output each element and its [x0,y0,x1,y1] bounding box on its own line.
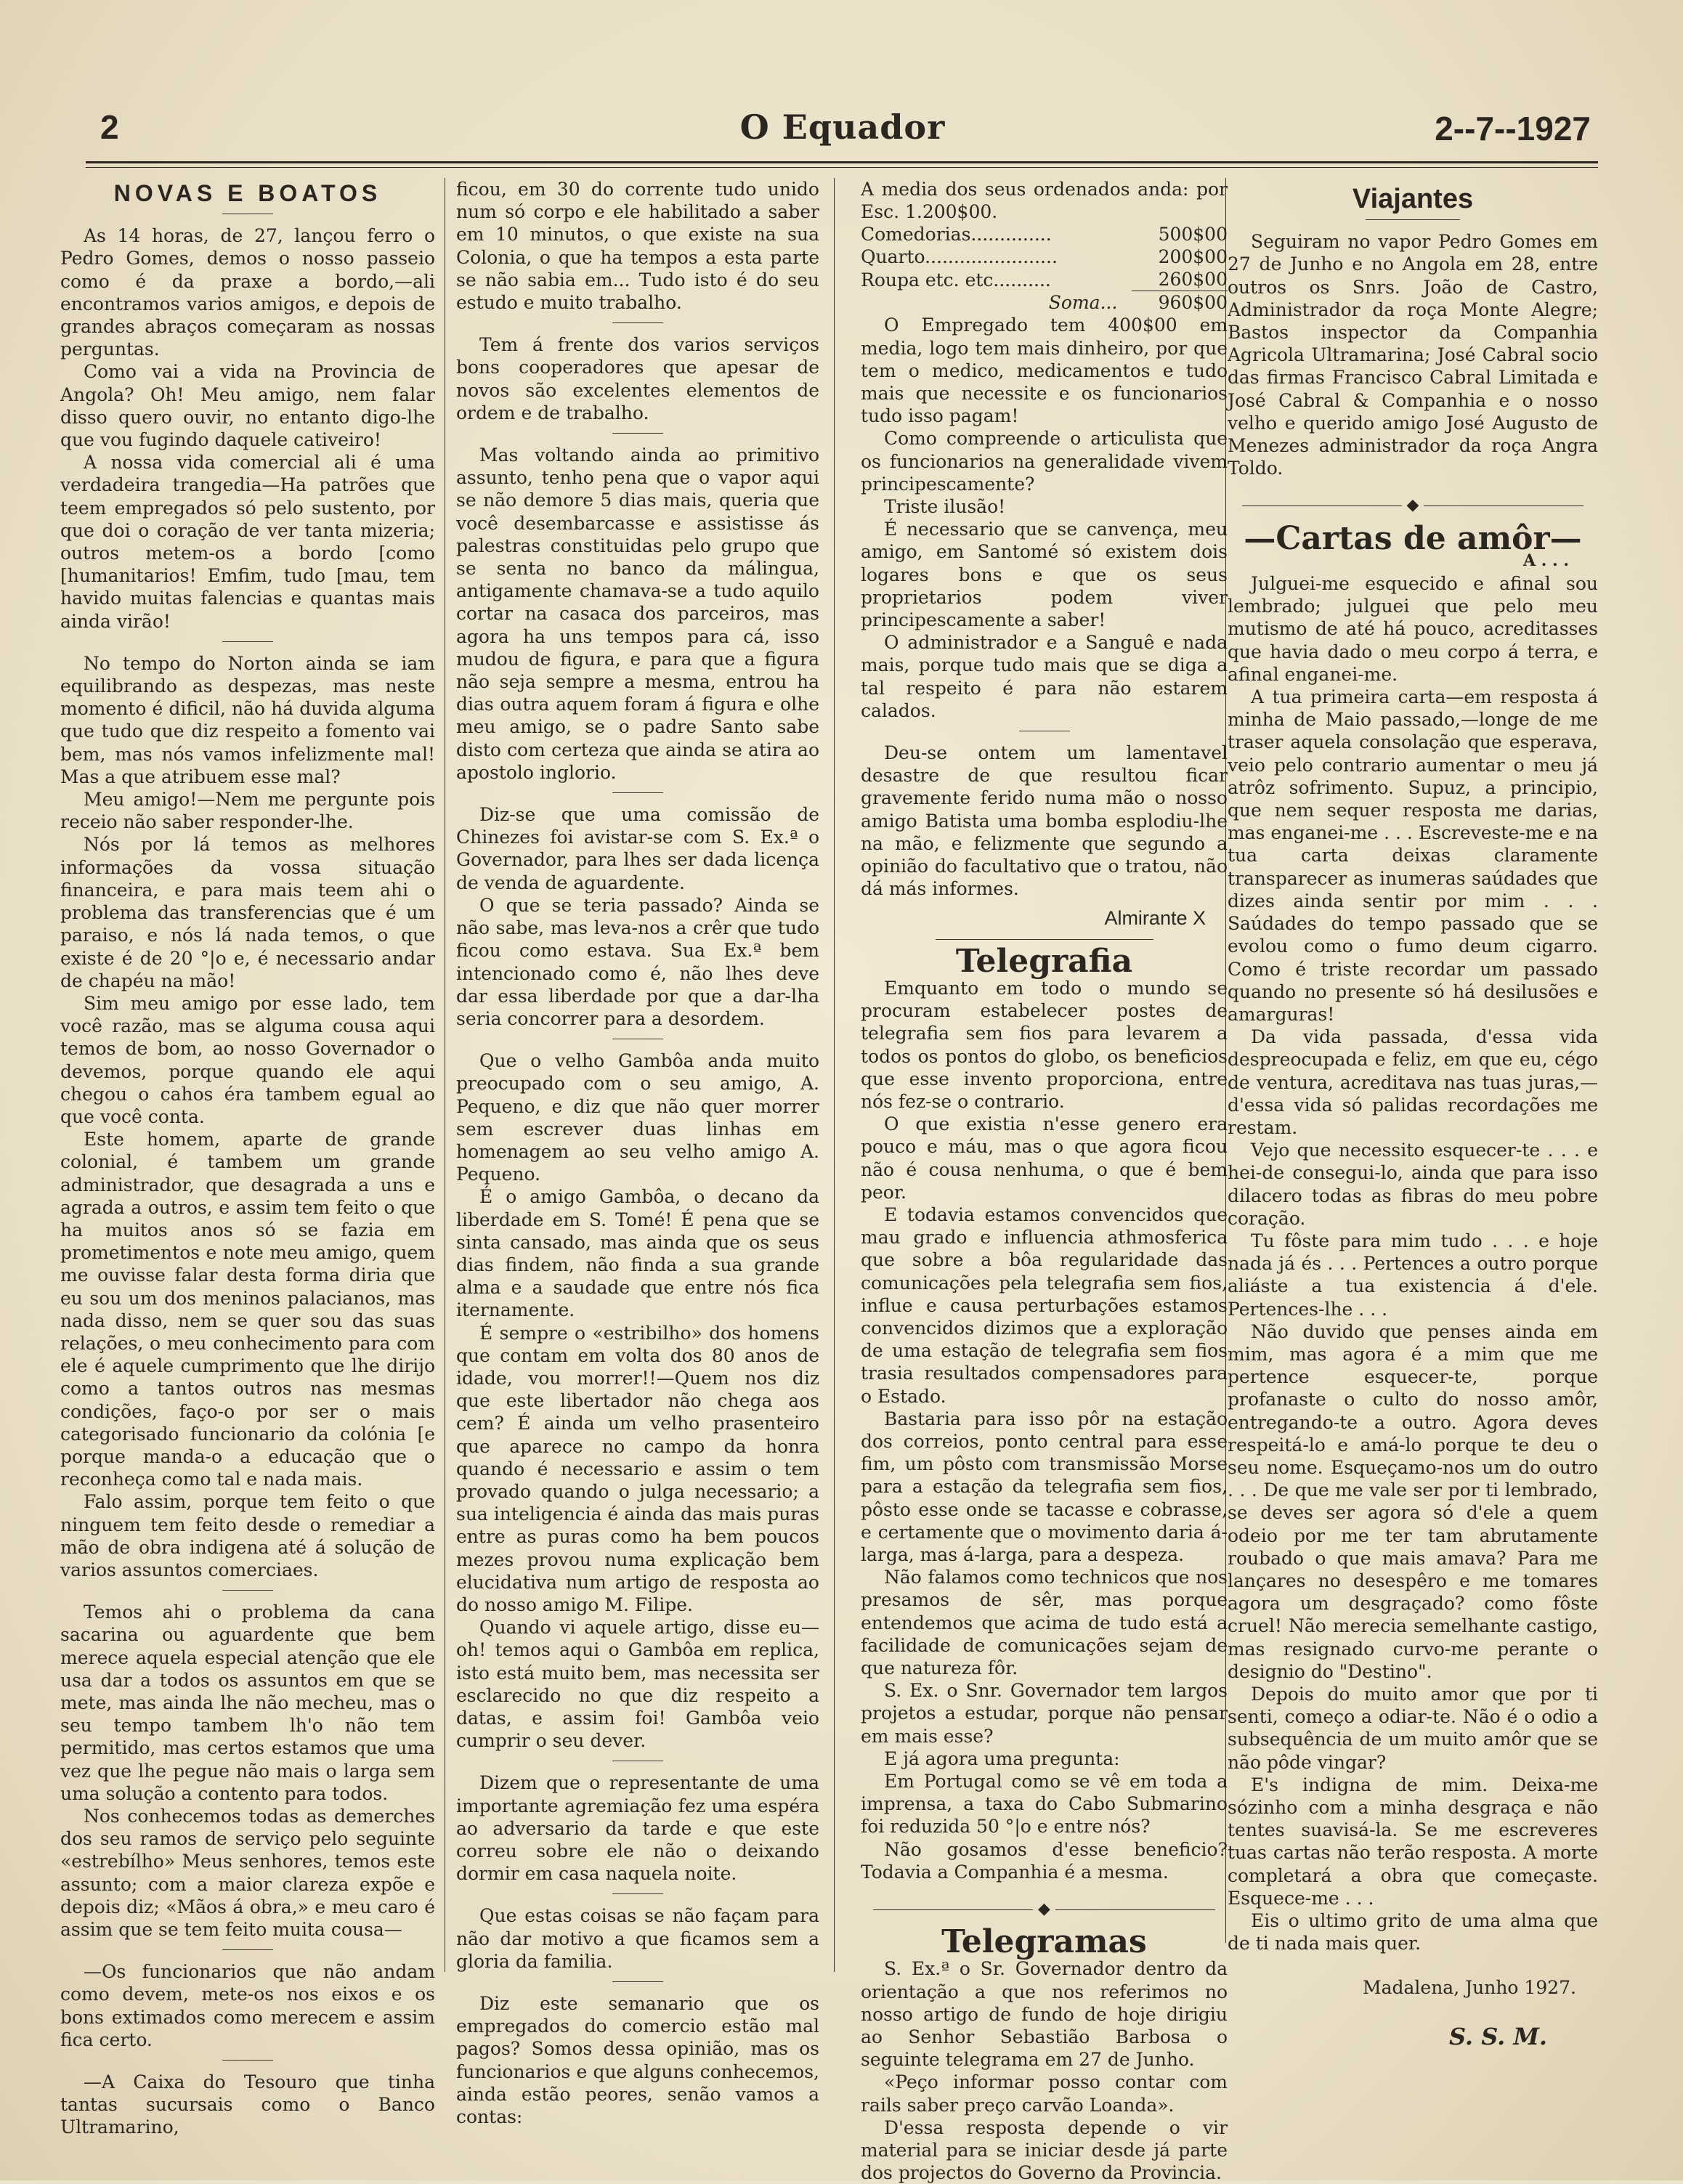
paragraph: Meu amigo!—Nem me pergunte pois receio não saber responder-lhe. [60,789,435,833]
paragraph: Eis o ultimo grito de uma alma que de ti nada mais quer. [1228,1910,1598,1954]
paragraph: Depois do muito amor que por ti senti, começo a odiar-te. Não é o odio a subsequência de um muito amôr que se não pôde vingar? [1228,1684,1598,1773]
paragraph: Como vai a vida na Provincia de Angola? Oh! Meu amigo, nem falar disso quero ouvir, no entanto digo-lhe que vou fugindo daquele cativeiro! [60,361,435,451]
expense-row [861,268,1228,291]
paragraph: Emquanto em todo o mundo se procuram estabelecer postes de telegrafia sem fios para levarem a todos os pontos do globo, os beneficios que esse invento proporciona, entre nós fez-se o contrario. [861,977,1228,1112]
page-number: 2 [100,108,119,146]
letter-signature: S. S. M. [1448,2022,1547,2050]
column-two [456,178,819,2128]
cartas-addressee: A . . . [1522,551,1569,570]
expense-amount: 200$00 [1158,246,1228,268]
paragraph: Que estas coisas se não façam para não dar motivo a que ficamos sem a gloria da familia. [456,1905,819,1972]
ornament-divider: ◆ [1228,494,1598,516]
expense-table [861,223,1228,314]
expense-amount: 500$00 [1158,224,1228,245]
total-amount: 960$00 [1132,291,1228,314]
paragraph: Mas voltando ainda ao primitivo assunto, tenho pena que o vapor aqui se não demore 5 dias mais, queria que você desembarcasse e assistisse ás palestras constituidas pelo grupo que se senta no banco da málingua, antigamente chamava-se a tudo aquilo cortar na casaca dos parceiros, mas agora ha uns tempos para cá, isso mudou de figura, e para que a figura não seja sempre a mesma, entrou ha dias outra aquem foram á figura e olhe meu amigo, se o padre Santo sabe disto com certeza que ainda se atira ao apostolo inglorio. [456,444,819,783]
paragraph: Tu fôste para mim tudo . . . e hoje nada já és . . . Pertences a outro porque aliáste a tua existencia á d'ele. Pertences-lhe . . . [1228,1230,1598,1320]
separator [222,1590,273,1591]
issue-date: 2--7--1927 [1435,110,1591,147]
masthead [87,107,1598,166]
paragraph: Tem á frente dos varios serviços bons cooperadores que apesar de novos são excelentes elementos de ordem e de trabalho. [456,334,819,423]
separator [1366,219,1460,220]
paragraph: Nos conhecemos todas as demerches dos seu ramos de serviço pelo seguinte «estrebílho» Meus senhores, temos este assunto; com a maior clareza expõe e depois diz; «Mãos á obra,» e meu caro é assim que se tem feito muita cousa— [60,1806,435,1941]
paragraph: —Os funcionarios que não andam como devem, mete-os nos eixos e os bons extimados como merecem e assim fica certo. [60,1961,435,2050]
separator [222,2060,273,2061]
paragraph: «Peço informar posso contar com rails saber preço carvão Loanda». [861,2071,1228,2116]
paragraph: Em Portugal como se vê em toda a imprensa, a taxa do Cabo Submarino foi reduzida 50 °|o e entre nós? [861,1771,1228,1838]
paragraph: S. Ex. o Snr. Governador tem largos projetos a estudar, porque não pensar em mais esse? [861,1680,1228,1747]
total-row [861,291,1228,314]
paragraph: Triste ilusão! [884,496,1006,518]
expense-label: Comedorias.............. [861,224,1052,245]
total-label: Soma... [1048,292,1118,314]
paragraph: ficou, em 30 do corrente tudo unido num só corpo e ele habilitado a saber em 10 minutos, o que existe na sua Colonia, o que ha tempos a esta parte se não sabia em... Tudo isto é do seu estudo e muito trabalho. [456,179,819,314]
paper-name: O Equador [739,107,946,147]
paragraph: Temos ahi o problema da cana sacarina ou aguardente que bem merece aquela especial atenção que ele usa dar a todos os assuntos em que se mete, mas ainda lhe não mecheu, mas o seu tempo tambem lh'o não tem permitido, mas certos estamos que uma vez que lhe pegue não mais o larga sem uma solução a contento para todos. [60,1602,435,1804]
paragraph: S. Ex.ª o Sr. Governador dentro da orientação a que nos referimos no nosso artigo de fundo de hoje dirigiu ao Senhor Sebastião Barbosa o seguinte telegrama em 27 de Junho. [861,1958,1228,2071]
expense-amount: 260$00 [1158,269,1228,291]
separator [612,1893,663,1894]
telegramas-title: Telegramas [941,1923,1147,1961]
column-divider [834,178,835,1972]
paragraph: —A Caixa do Tesouro que tinha tantas sucursais como o Banco Ultramarino, [60,2071,435,2138]
article-signature: Almirante X [1104,907,1206,930]
paragraph: D'essa resposta depende o vir material para se iniciar desde já parte dos projectos do Governo da Provincia. [861,2116,1228,2184]
paragraph: Vejo que necessito esquecer-te . . . e hei-de consegui-lo, ainda que para isso dilacero todas as fibras do meu pobre coração. [1228,1140,1598,1229]
expense-row [861,223,1228,245]
paragraph: O que existia n'esse genero era pouco e máu, mas o que agora ficou não é cousa nenhuma, o que é bem peor. [861,1113,1228,1203]
paragraph: A nossa vida comercial ali é uma verdadeira trangedia—Ha patrões que teem empregados só pelo sustento, por que doi o coração de ver tanta mizeria; outros metem-os a bordo [como [humanitarios! Emfim, tudo [mau, tem havido muitas falencias e quantas mais ainda virão! [60,452,435,632]
separator [612,433,663,434]
paragraph: A tua primeira carta—em resposta á minha de Maio passado,—longe de me traser aquela consolação que esperava, veio pelo contrario aumentar o meu já atrôz sofrimento. Supuz, a principio, que nem sequer resposta me darias, mas enganei-me . . . Escreveste-me e na tua carta deixas claramente transparecer as inumeras saúdades que dizes ainda sentir por mim . . . Saúdades do tempo passado que se evolou como o fumo deum cigarro. Como é triste recordar um passado quando no presente só há desilusões e amarguras! [1228,686,1598,1025]
paragraph: O que se teria passado? Ainda se não sabe, mas leva-nos a crêr que tudo ficou como estava. Sua Ex.ª bem intencionado como é, não lhes deve dar essa liberdade por que a dar-lha seria concorrer para a desordem. [456,894,819,1029]
paragraph: E's indigna de mim. Deixa-me sózinho com a minha desgraça e não tentes suavisá-la. Se me escreveres tuas cartas não terão resposta. A morte completará a obra que começaste. Esquece-me . . . [1228,1774,1598,1909]
separator [222,641,273,642]
paragraph: Como compreende o articulista que os funcionarios na generalidade vivem principescamente? [861,428,1228,495]
paragraph: Bastaria para isso pôr na estação dos correios, ponto central para esse fim, um pôsto com transmissão Morse para a estação da telegrafia sem fios, pôsto esse onde se tacasse e cobrasse, e certamente que o movimento daria á-larga, mas á-larga, para a despeza. [861,1408,1228,1565]
paragraph: Não falamos como technicos que nos presamos de sêr, mas porque entendemos que acima de tudo está a facilidade de comunicações sejam de que natureza fôr. [861,1567,1228,1678]
paragraph: Da vida passada, d'essa vida despreocupada e feliz, em que eu, cégo de ventura, acreditava nas tuas juras,—d'essa vida só palidas recordações me restam. [1228,1026,1598,1138]
expense-row [861,245,1228,268]
paragraph: Diz-se que uma comissão de Chinezes foi avistar-se com S. Ex.ª o Governador, para lhes ser dada licença de venda de aguardente. [456,804,819,893]
paragraph: Deu-se ontem um lamentavel desastre de que resultou ficar gravemente ferido numa mão o nosso amigo Batista uma bomba esplodiu-lhe na mão, e felizmente que segundo a opinião do facultativo que o tratou, não dá más informes. [861,742,1228,900]
expense-label: Roupa etc. etc.......... [861,269,1051,291]
paragraph: Nós por lá temos as melhores informações da vossa situação financeira, e para mais teem ahi o problema das transferencias que é um paraiso, e nós lá nada temos, o que existe é de 20 °|o e, é necessario andar de chapéu na mão! [60,834,435,991]
separator [936,939,1153,940]
paragraph: A media dos seus ordenados anda: por Esc. 1.200$00. [861,179,1228,223]
paragraph: Quando vi aquele artigo, disse eu—oh! temos aqui o Gambôa em replica, isto está muito bem, mas necessita ser esclarecido no que diz respeito a datas, e assim foi! Gambôa veio cumprir o seu dever. [456,1617,819,1752]
paragraph: O Empregado tem 400$00 em media, logo tem mais dinheiro, por que tem o medico, medicamentos e tudo mais que necessite e os funcionarios tudo isso pagam! [861,314,1228,427]
paragraph: Dizem que o representante de uma importante agremiação fez uma espéra ao adversario da tarde e que este correu sobre ele não o deixando dormir em casa naquela noite. [456,1772,819,1885]
section-title: NOVAS E BOATOS [113,180,382,206]
column-novas-e-boatos [60,178,435,2139]
paragraph: Falo assim, porque tem feito o que ninguem tem feito desde o remediar a mão de obra indigena até á solução de varios assuntos comerciaes. [60,1491,435,1580]
masthead-rule-thin [86,167,1598,168]
column-four [1228,178,1598,2048]
paragraph: Diz este semanario que os empregados do comercio estão mal pagos? Somos dessa opinião, mas os funcionarios e que alguns conhecemos, ainda estão peores, senão vamos a contas: [456,1993,819,2128]
paragraph: É necessario que se canvença, meu amigo, em Santomé só existem dois logares bons e que os seus proprietarios podem viver principescamente a saber! [861,519,1228,631]
viajantes-title: Viajantes [1352,184,1474,214]
separator [612,322,663,323]
paragraph: O administrador e a Sanguê e nada mais, porque tudo mais que se diga a tal respeito é para não estarem calados. [861,632,1228,721]
paragraph: É sempre o «estribilho» dos homens que contam em volta dos 80 anos de idade, vou morrer!!—Quem nos diz que este libertador não chega aos cem? É ainda um velho prasenteiro que aparece no campo da honra quando é necessario e assim o tem provado quando o julga necessario; a sua inteligencia é ainda das mais puras entre as puras como ha bem poucos mezes provou numa explicação bem elucidativa num artigo de resposta ao do nosso amigo M. Filipe. [456,1322,819,1615]
paragraph: É o amigo Gambôa, o decano da liberdade em S. Tomé! É pena que se sinta cansado, mas ainda que os seus dias findem, não finda a sua grande alma e a saudade que entre nós fica iternamente. [456,1186,819,1321]
paragraph: Não duvido que penses ainda em mim, mas agora é a mim que me pertence esquecer-te, porque profanaste o culto do nosso amôr, entregando-te a outro. Agora deves respeitá-lo e amá-lo porque te deu o seu nome. Esqueçamo-nos um do outro . . . De que me vale ser por ti lembrado, se deves ser agora só d'ele a quem odeio por me ter tam abrutamente roubado o que mais amava? Para me lançares no desespêro e me tomares agora um desgraçado? como fôste cruel! Não merecia semelhante castigo, mas resignado curvo-me perante o designio do "Destino". [1228,1320,1598,1682]
paragraph: No tempo do Norton ainda se iam equilibrando as despezas, mas neste momento é dificil, não há duvida alguma que tudo que diz respeito a fomento vai bem, mas nós vamos infelizmente mal! Mas a que atribuem esse mal? [60,652,435,787]
paragraph: Que o velho Gambôa anda muito preocupado com o seu amigo, A. Pequeno, e diz que não quer morrer sem escrever duas linhas em homenagem ao seu velho amigo A. Pequeno. [456,1050,819,1185]
separator [222,1949,273,1950]
ornament-divider: ◆ [861,1898,1228,1920]
paragraph: E já agora uma pregunta: [884,1747,1120,1769]
cartas-title: —Cartas de amôr— [1244,519,1582,557]
separator [612,792,663,793]
paragraph: Sim meu amigo por esse lado, tem você razão, mas se alguma cousa aqui temos de bom, ao nosso Governador o devemos, porque quando ele aqui chegou o cahos éra tambem egual ao que você conta. [60,992,435,1127]
paragraph: Não gosamos d'esse beneficio? Todavia a Companhia é a mesma. [861,1838,1228,1883]
paragraph: Seguiram no vapor Pedro Gomes em 27 de Junho e no Angola em 28, entre outros os Snrs. João de Castro, Administrador da roça Monte Alegre; Bastos inspector da Companhia Agricola Ultramarina; José Cabral socio das firmas Francisco Cabral Limitada e José Cabral & Companhia e o nosso velho e querido amigo José Augusto de Menezes administrador da roça Angra Toldo. [1228,231,1598,479]
letter-place-date: Madalena, Junho 1927. [1363,1977,1576,1999]
paragraph: Julguei-me esquecido e afinal sou lembrado; julguei que pelo meu mutismo de até há pouco, acreditasses que havia dado o meu corpo á terra, e afinal enganei-me. [1228,573,1598,685]
telegrafia-title: Telegrafia [955,942,1133,980]
expense-label: Quarto....................... [861,246,1058,268]
paragraph: E todavia estamos convencidos que mau grado e influencia athmosferica que sobre a bôa regularidade das comunicações pela telegrafia sem fios, influe e causa perturbações estamos convencidos dizimos que a exploração de uma estação de telegrafia sem fios trasia resultados compensadores para o Estado. [861,1203,1228,1407]
paragraph: As 14 horas, de 27, lançou ferro o Pedro Gomes, demos o nosso passeio como é da praxe a bordo,—ali encontramos varios amigos, e depois de grandes abraços começaram as nossas perguntas. [60,225,435,360]
masthead-rule [86,161,1598,163]
separator [612,1981,663,1982]
column-three [861,178,1228,2184]
paragraph: Este homem, aparte de grande colonial, é tambem um grande administrador, que desagrada a uns e agrada a outros, e assim tem feito o que ha muitos anos só se fazia em prometimentos e note meu amigo, quem me ouvisse falar desta forma diria que eu sou um dos meninos palacianos, mas nada disso, nem se quer sou das suas relações, o meu conhecimento para com ele é aquele cumprimento que lhe dirijo como a tantos outros nas mesmas condições, faço-o por ser o mais categorisado funcionario da colónia [e porque manda-o a educação que o reconheça como tal e nada mais. [60,1129,435,1490]
